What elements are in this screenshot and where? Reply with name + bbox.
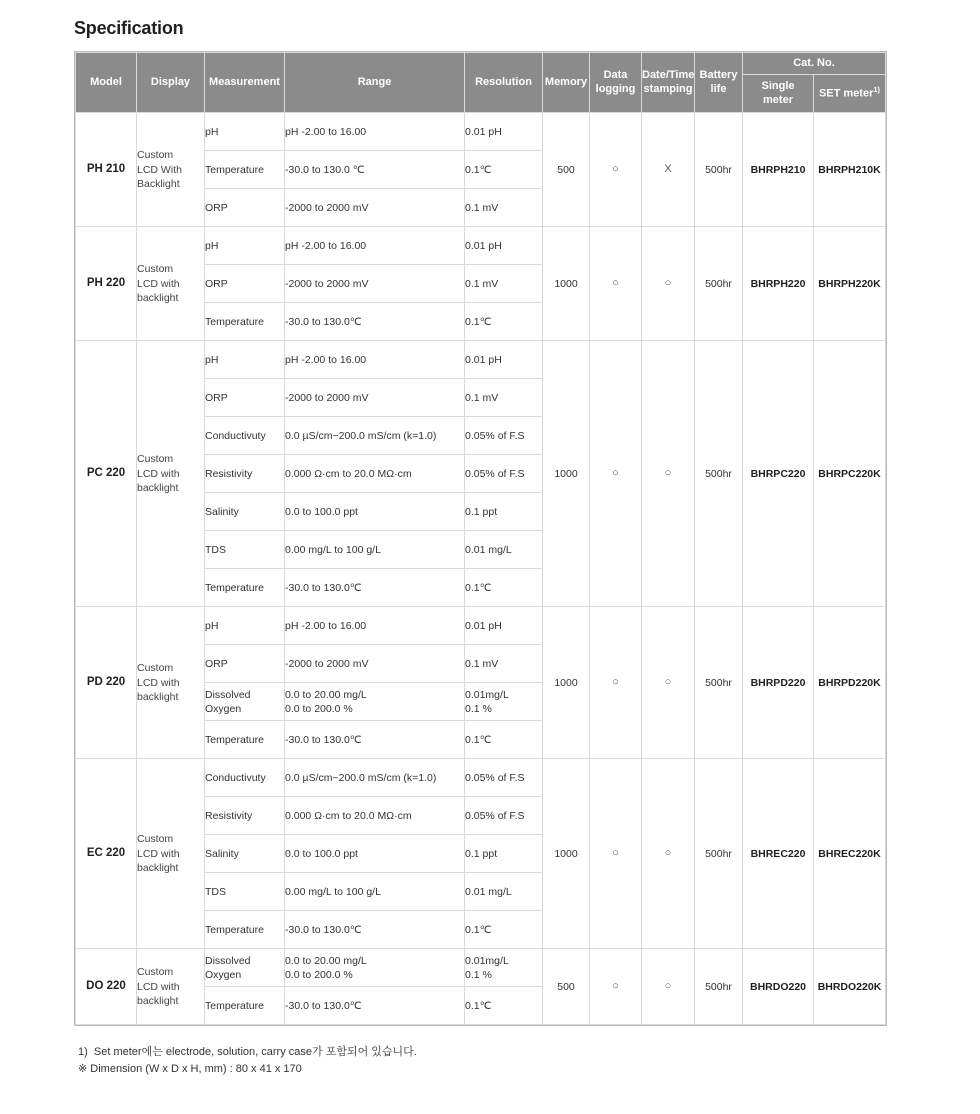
cell-display: Custom LCD with backlight (137, 759, 205, 949)
cell-model: EC 220 (76, 759, 137, 949)
table-row (76, 227, 886, 265)
cell-data-logging: ○ (590, 607, 642, 759)
cell-single-meter: BHRPC220 (743, 341, 814, 607)
cell-range: 0.0 to 20.00 mg/L 0.0 to 200.0 % (285, 949, 465, 987)
cell-range: -30.0 to 130.0℃ (285, 721, 465, 759)
cell-model: PH 220 (76, 227, 137, 341)
table-row (76, 607, 886, 645)
cell-set-meter: BHREC220K (814, 759, 886, 949)
table-row (76, 949, 886, 987)
cell-measurement: pH (205, 607, 285, 645)
cell-measurement: Resistivity (205, 455, 285, 493)
cell-display: Custom LCD with backlight (137, 227, 205, 341)
cell-single-meter: BHRPH210 (743, 113, 814, 227)
cell-memory: 1000 (543, 607, 590, 759)
cell-display: Custom LCD with backlight (137, 341, 205, 607)
col-measurement: Measurement (205, 53, 285, 113)
cell-memory: 500 (543, 949, 590, 1025)
cell-resolution: 0.01 pH (465, 113, 543, 151)
page-title: Specification (74, 18, 184, 38)
cell-resolution: 0.01mg/L 0.1 % (465, 683, 543, 721)
cell-datetime-stamping: X (642, 113, 695, 227)
cell-range: pH -2.00 to 16.00 (285, 607, 465, 645)
col-single-meter (743, 74, 814, 113)
cell-resolution: 0.1℃ (465, 151, 543, 189)
cell-range: 0.000 Ω·cm to 20.0 MΩ·cm (285, 797, 465, 835)
cell-range: 0.0 µS/cm~200.0 mS/cm (k=1.0) (285, 759, 465, 797)
cell-memory: 1000 (543, 759, 590, 949)
cell-resolution: 0.1 mV (465, 379, 543, 417)
cell-resolution: 0.05% of F.S (465, 759, 543, 797)
header-row-1 (76, 53, 886, 75)
cell-resolution: 0.01mg/L 0.1 % (465, 949, 543, 987)
cell-range: 0.00 mg/L to 100 g/L (285, 531, 465, 569)
cell-set-meter: BHRPC220K (814, 341, 886, 607)
table-row (76, 113, 886, 151)
cell-range: 0.0 to 100.0 ppt (285, 835, 465, 873)
cell-battery-life: 500hr (695, 113, 743, 227)
cell-measurement: Salinity (205, 493, 285, 531)
cell-single-meter: BHRPH220 (743, 227, 814, 341)
cell-single-meter: BHRDO220 (743, 949, 814, 1025)
cell-memory: 1000 (543, 227, 590, 341)
cell-resolution: 0.05% of F.S (465, 455, 543, 493)
col-single-l2: meter (763, 93, 793, 106)
cell-set-meter: BHRPH210K (814, 113, 886, 227)
cell-model: PH 210 (76, 113, 137, 227)
cell-battery-life: 500hr (695, 759, 743, 949)
cell-set-meter: BHRPH220K (814, 227, 886, 341)
cell-battery-life: 500hr (695, 341, 743, 607)
col-model: Model (76, 53, 137, 113)
cell-range: -2000 to 2000 mV (285, 189, 465, 227)
cell-range: 0.00 mg/L to 100 g/L (285, 873, 465, 911)
cell-memory: 1000 (543, 341, 590, 607)
cell-range: -30.0 to 130.0℃ (285, 569, 465, 607)
col-set-meter (814, 74, 886, 113)
cell-display: Custom LCD with backlight (137, 607, 205, 759)
cell-resolution: 0.1 ppt (465, 493, 543, 531)
cell-datetime-stamping: ○ (642, 949, 695, 1025)
cell-range: 0.0 to 100.0 ppt (285, 493, 465, 531)
spec-table-wrapper (74, 51, 887, 1026)
cell-range: pH -2.00 to 16.00 (285, 113, 465, 151)
col-datetime-l2: stamping (643, 82, 693, 95)
cell-memory: 500 (543, 113, 590, 227)
cell-measurement: Conductivuty (205, 759, 285, 797)
cell-measurement: Temperature (205, 721, 285, 759)
cell-battery-life: 500hr (695, 607, 743, 759)
table-row (76, 341, 886, 379)
cell-measurement: pH (205, 341, 285, 379)
cell-resolution: 0.1℃ (465, 721, 543, 759)
table-body (76, 113, 886, 1025)
cell-resolution: 0.1 mV (465, 645, 543, 683)
cell-single-meter: BHRPD220 (743, 607, 814, 759)
cell-resolution: 0.01 mg/L (465, 531, 543, 569)
col-set-meter-footnote: 1) (873, 85, 881, 95)
cell-range: 0.0 µS/cm~200.0 mS/cm (k=1.0) (285, 417, 465, 455)
cell-measurement: Conductivuty (205, 417, 285, 455)
cell-range: -30.0 to 130.0 ℃ (285, 151, 465, 189)
cell-datetime-stamping: ○ (642, 759, 695, 949)
note-2: ※ Dimension (W x D x H, mm) : 80 x 41 x 170 (78, 1063, 302, 1076)
cell-resolution: 0.1℃ (465, 569, 543, 607)
cell-range: -2000 to 2000 mV (285, 379, 465, 417)
cell-model: PC 220 (76, 341, 137, 607)
cell-resolution: 0.01 pH (465, 227, 543, 265)
col-set-meter-label: SET meter (818, 87, 874, 100)
col-range: Range (285, 53, 465, 113)
cell-measurement: ORP (205, 265, 285, 303)
cell-data-logging: ○ (590, 949, 642, 1025)
cell-data-logging: ○ (590, 341, 642, 607)
table-header (76, 53, 886, 113)
cell-data-logging: ○ (590, 759, 642, 949)
col-battery-l2: life (710, 82, 727, 95)
cell-measurement: Temperature (205, 303, 285, 341)
cell-measurement: Temperature (205, 911, 285, 949)
cell-resolution: 0.1℃ (465, 911, 543, 949)
col-data-logging-l2: logging (595, 82, 636, 95)
col-cat-no: Cat. No. (743, 53, 886, 75)
cell-resolution: 0.01 mg/L (465, 873, 543, 911)
col-battery-l1: Battery (699, 68, 738, 81)
col-battery-life (695, 53, 743, 113)
cell-measurement: pH (205, 113, 285, 151)
cell-measurement: ORP (205, 189, 285, 227)
cell-resolution: 0.01 pH (465, 341, 543, 379)
cell-range: pH -2.00 to 16.00 (285, 341, 465, 379)
col-display: Display (137, 53, 205, 113)
cell-set-meter: BHRDO220K (814, 949, 886, 1025)
cell-resolution: 0.1 mV (465, 189, 543, 227)
cell-measurement: ORP (205, 379, 285, 417)
col-datetime-l1: Date/Time (642, 68, 695, 81)
col-datetime-stamping (642, 53, 695, 113)
cell-model: PD 220 (76, 607, 137, 759)
cell-set-meter: BHRPD220K (814, 607, 886, 759)
cell-measurement: Salinity (205, 835, 285, 873)
cell-range: 0.000 Ω·cm to 20.0 MΩ·cm (285, 455, 465, 493)
cell-measurement: ORP (205, 645, 285, 683)
cell-battery-life: 500hr (695, 227, 743, 341)
table-notes (74, 1044, 884, 1078)
col-single-l1: Single (761, 79, 795, 92)
cell-measurement: Dissolved Oxygen (205, 949, 285, 987)
cell-resolution: 0.05% of F.S (465, 797, 543, 835)
cell-display: Custom LCD with backlight (137, 949, 205, 1025)
cell-measurement: Temperature (205, 569, 285, 607)
table-row (76, 759, 886, 797)
cell-datetime-stamping: ○ (642, 227, 695, 341)
cell-range: -30.0 to 130.0℃ (285, 987, 465, 1025)
col-memory: Memory (543, 53, 590, 113)
cell-datetime-stamping: ○ (642, 607, 695, 759)
cell-resolution: 0.1℃ (465, 303, 543, 341)
cell-resolution: 0.1℃ (465, 987, 543, 1025)
cell-range: 0.0 to 20.00 mg/L 0.0 to 200.0 % (285, 683, 465, 721)
cell-battery-life: 500hr (695, 949, 743, 1025)
cell-measurement: pH (205, 227, 285, 265)
cell-measurement: TDS (205, 531, 285, 569)
cell-measurement: Temperature (205, 987, 285, 1025)
cell-resolution: 0.1 mV (465, 265, 543, 303)
cell-range: -30.0 to 130.0℃ (285, 303, 465, 341)
cell-range: -2000 to 2000 mV (285, 265, 465, 303)
col-data-logging (590, 53, 642, 113)
cell-resolution: 0.01 pH (465, 607, 543, 645)
cell-measurement: Dissolved Oxygen (205, 683, 285, 721)
cell-measurement: Resistivity (205, 797, 285, 835)
cell-data-logging: ○ (590, 113, 642, 227)
note-1: 1) Set meter에는 electrode, solution, carry case가 포함되어 있습니다. (78, 1046, 417, 1059)
col-resolution: Resolution (465, 53, 543, 113)
cell-range: -2000 to 2000 mV (285, 645, 465, 683)
specification-table (75, 52, 886, 1025)
cell-measurement: Temperature (205, 151, 285, 189)
cell-data-logging: ○ (590, 227, 642, 341)
cell-display: Custom LCD With Backlight (137, 113, 205, 227)
col-data-logging-l1: Data (603, 68, 628, 81)
cell-single-meter: BHREC220 (743, 759, 814, 949)
cell-resolution: 0.05% of F.S (465, 417, 543, 455)
cell-range: -30.0 to 130.0℃ (285, 911, 465, 949)
cell-range: pH -2.00 to 16.00 (285, 227, 465, 265)
cell-measurement: TDS (205, 873, 285, 911)
cell-model: DO 220 (76, 949, 137, 1025)
cell-resolution: 0.1 ppt (465, 835, 543, 873)
cell-datetime-stamping: ○ (642, 341, 695, 607)
